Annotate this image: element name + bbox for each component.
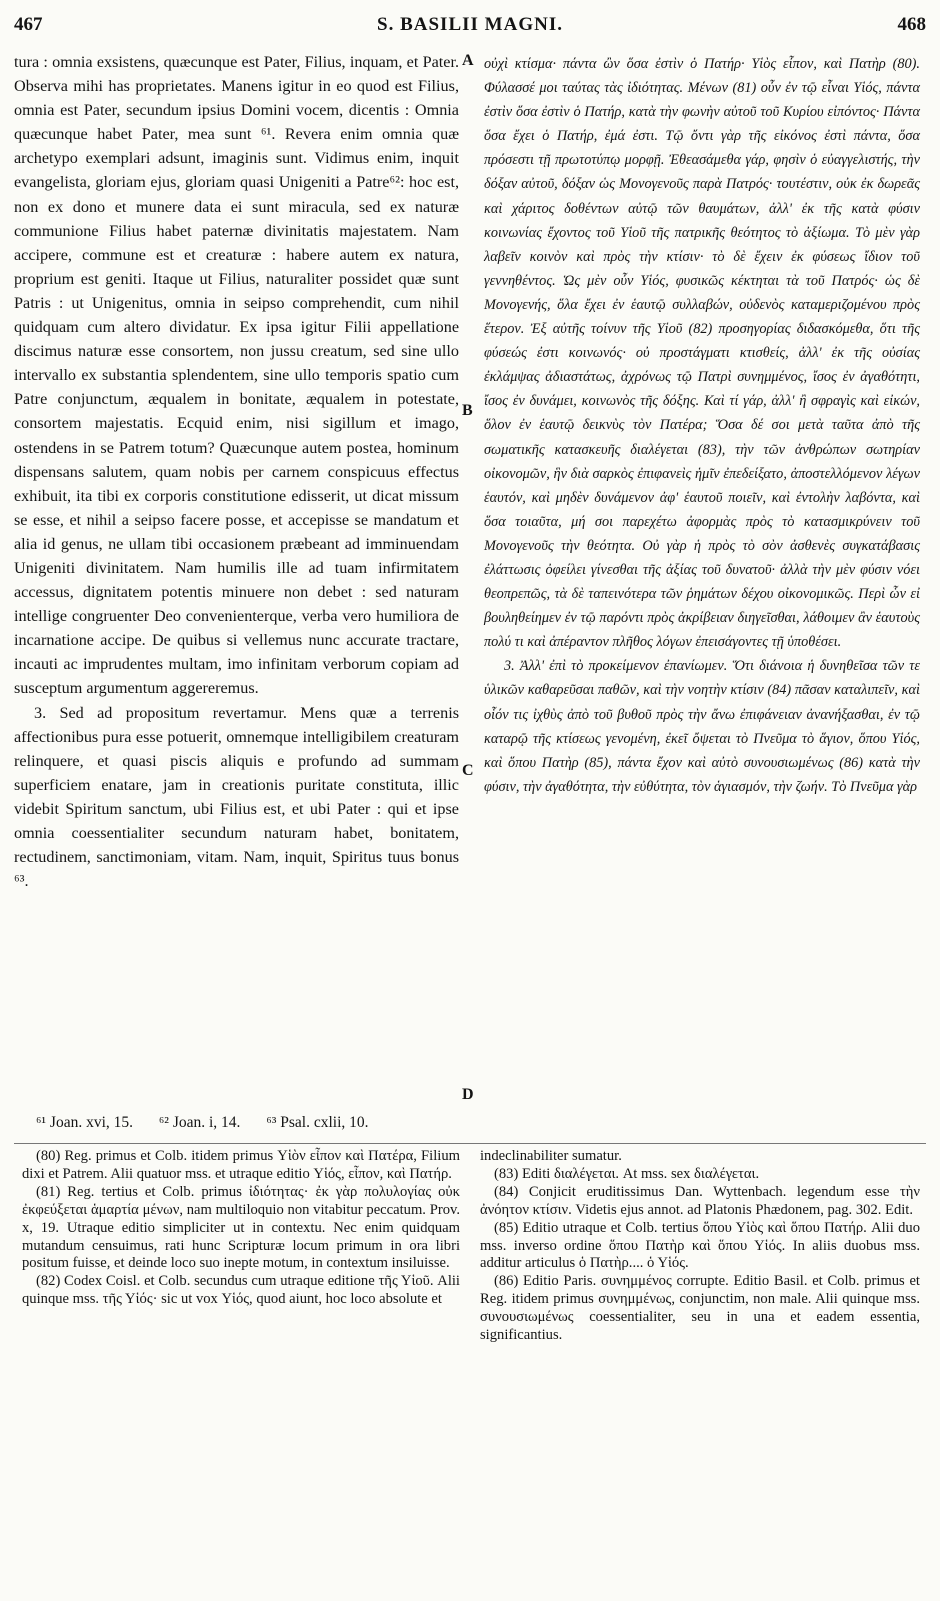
page-number-right: 468 bbox=[897, 14, 926, 35]
footnote: (80) Reg. primus et Colb. itidem primus Υἱὸν εἶπον καὶ Πατέρα, Filium dixi et Patrem. Alii quatuor mss. et utraque editio Υἱός, εἶπον, καὶ Πατήρ. bbox=[22, 1148, 460, 1182]
margin-letter-b: B bbox=[462, 402, 473, 419]
footnote: (81) Reg. tertius et Colb. primus ἰδιότητας· ἐκ γὰρ πολυλογίας οὐκ ἐκφεύξεται ἁμαρτία μένων, nam multiloquio non vitabitur peccatum. Prov. x, 19. Utraque editio simpliciter ut in contextu. Nec enim quidquam mutandum censuimus, rati hunc Scripturæ locum primum in ora libri positum fuisse, et deinde loco suo inepte motum, in contextum insiluisse. bbox=[22, 1183, 460, 1272]
latin-column bbox=[14, 50, 459, 893]
footnote: (85) Editio utraque et Colb. tertius ὅπου Υἱὸς καὶ ὅπου Πατήρ. Alii duo mss. inverso ordine ὅπου Πατὴρ καὶ ὅπου Υἱός. In aliis duobus mss. additur articulus ὁ Πατὴρ.... ὁ Υἱός. bbox=[480, 1219, 920, 1272]
latin-paragraph-1: tura : omnia exsistens, quæcunque est Pater, Filius, inquam, et Pater. Observa mihi has proprietates. Manens igitur in eo quod est Filius, omnia est Pater, secundum ipsius Domini vocem, dicentis : Omnia quæcunque habet Pater, mea sunt ⁶¹. Revera enim omnia quæ archetypo exemplari adsunt, imaginis sunt. Vidimus enim, inquit evangelista, gloriam ejus, gloriam quasi Unigeniti a Patre⁶²: hoc est, non ex dono et munere data ei sunt miracula, sed ex naturæ communione Filius habet paternæ divinitatis majestatem. Nam accipere, commune est et creaturæ : habere autem ex natura, proprium est geniti. Itaque ut Filius, naturaliter possidet quæ sunt Patris : ut Unigenitus, omnia in seipso comprehendit, cum nihil quidquam cum altero dividatur. Ex ipsa igitur Filii appellatione discimus naturæ esse consortem, non jussu creatum, sed sine ullo intervallo ex substantia splendentem, sine ullo temporis spatio cum Patre conjunctum, æqualem in bonitate, æqualem in potestate, consortem majestatis. Ecquid enim, nisi sigillum et imago, ostendens in se Patrem totum? Quæcunque autem postea, hominum dispensans salutem, quam nobis per carnem conspicuus effectus exhibuit, ita tibi ex corporis constitutione edisserit, ut dicat missum se esse, et nihil a seipso facere posse, et accepisse se mandatum et alia id genus, ne ullam tibi occasionem præbeant ad imminuendam Unigeniti divinitatem. Nam humilis ille ad tuam infirmitatem accessus, dignitatem potentis minuere non debet : sed naturam intellige congruenter Deo convenienterque, verba vero humiliora de incarnatione accipe. De quibus si vellemus nunc accurate tractare, incauti ac imprudentes multam, imo infinitam verborum copiam ad susceptum argumentum aggereremus. bbox=[14, 53, 459, 698]
running-title: S. BASILII MAGNI. bbox=[377, 14, 563, 35]
latin-paragraph-2: 3. Sed ad propositum revertamur. Mens quæ a terrenis affectionibus pura esse potuerit, omnemque intelligibilem creaturam relinquere, et quasi piscis aliquis e profundo ad summam superficiem enatare, jam in creationis puritate constituta, illic videbit Spiritum sanctum, ubi Filius est, et ubi Pater : qui et ipse omnia coessentialiter secundum naturam habet, bonitatem, rectudinem, sanctimoniam, vitam. Nam, inquit, Spiritus tuus bonus ⁶³. bbox=[14, 703, 459, 891]
greek-paragraph-1: οὐχὶ κτίσμα· πάντα ὢν ὅσα ἐστὶν ὁ Πατήρ· Υἱὸς εἶπον, καὶ Πατὴρ (80). Φύλασσέ μοι ταύτας τὰς ἰδιότητας. Μένων (81) οὖν ἐν τῷ εἶναι Υἱός, πάντα ἐστὶν ὅσα ἐστὶν ὁ Πατήρ, κατὰ τὴν φωνὴν αὐτοῦ τοῦ Κυρίου εἰπόντος· Πάντα ὅσα ἔχει ὁ Πατήρ, ἐμά ἐστι. Τῷ ὄντι γὰρ τῆς εἰκόνος ἐστὶ πάντα, ὅσα πρόσεστι τῇ πρωτοτύπῳ μορφῇ. Ἐθεασάμεθα γάρ, φησὶν ὁ εὐαγγελιστής, τὴν δόξαν αὐτοῦ, δόξαν ὡς Μονογενοῦς παρὰ Πατρός· τουτέστιν, οὐκ ἐκ δωρεᾶς καὶ χάριτος δοθέντων αὐτῷ τῶν θαυμάτων, ἀλλ' ἐκ τῆς κατὰ φύσιν κοινωνίας ἔχοντος τοῦ Υἱοῦ τῆς πατρικῆς θεότητος τὸ ἀξίωμα. Τὸ μὲν γὰρ λαβεῖν κοινὸν καὶ πρὸς τὴν κτίσιν· τὸ δὲ ἔχειν ἐκ φύσεως ἴδιον τοῦ γεννηθέντος. Ὡς μὲν οὖν Υἱός, φυσικῶς κέκτηται τὰ τοῦ Πατρός· ὡς δὲ Μονογενής, ὅλα ἔχει ἐν ἑαυτῷ συλλαβών, οὐδενὸς καταμεριζομένου πρὸς ἕτερον. Ἐξ αὐτῆς τοίνυν τῆς Υἱοῦ (82) προσηγορίας διδασκόμεθα, ὅτι τῆς φύσεώς ἐστι κοινωνός· οὐ προστάγματι κτισθείς, ἀλλ' ἐκ τῆς οὐσίας ἐκλάμψας ἀδιαστάτως, ἀχρόνως τῷ Πατρὶ συνημμένος, ἴσος ἐν ἀγαθότητι, ἴσος ἐν δυνάμει, κοινωνὸς τῆς δόξης. Καὶ τί γάρ, ἀλλ' ἢ σφραγὶς καὶ εἰκών, ὅλον ἐν ἑαυτῷ δεικνὺς τὸν Πατέρα; Ὅσα δέ σοι μετὰ ταῦτα ἀπὸ τῆς σωματικῆς κατασκευῆς διαλέγεται (83), τὴν τῶν ἀνθρώπων σωτηρίαν οἰκονομῶν, ἣν διὰ σαρκὸς ἐπιφανεὶς ἡμῖν ἐπεδείξατο, ἀποστελλόμενον λέγων ἑαυτόν, καὶ μηδὲν δυνάμενον ἀφ' ἑαυτοῦ ποιεῖν, καὶ ἐντολὴν λαβόντα, καὶ ὅσα τοιαῦτα, μή σοι παρεχέτω ἀφορμὰς πρὸς τὸ κατασμικρύνειν τοῦ Μονογενοῦς τὴν θεότητα. Οὐ γὰρ ἡ πρὸς τὸ σὸν ἀσθενὲς συγκατάβασις ἐλάττωσις ὀφείλει γίνεσθαι τῆς ἀξίας τοῦ δυνατοῦ· ἀλλὰ τὴν μὲν φύσιν νόει θεοπρεπῶς, τὰ δὲ ταπεινότερα τῶν ῥημάτων δέχου οἰκονομικῶς. Περὶ ὧν εἰ βουληθείημεν ἐν τῷ παρόντι πρὸς ἀκρίβειαν διηγεῖσθαι, λάθοιμεν ἂν ἑαυτοὺς πολύ τι καὶ ἀπέραντον πλῆθος λόγων ἐπεισάγοντες τῇ ὑποθέσει. bbox=[484, 56, 920, 651]
footnotes-right bbox=[480, 1148, 920, 1345]
margin-letter-c: C bbox=[462, 762, 474, 779]
margin-letter-d: D bbox=[462, 1086, 474, 1103]
scripture-references bbox=[36, 1114, 466, 1132]
scripture-ref: ⁶¹ Joan. xvi, 15. bbox=[36, 1114, 134, 1131]
greek-paragraph-2: 3. Ἀλλ' ἐπὶ τὸ προκείμενον ἐπανίωμεν. Ὅτι διάνοια ἡ δυνηθεῖσα τῶν τε ὑλικῶν καθαρεῦσαι παθῶν, καὶ τὴν νοητὴν κτίσιν (84) πᾶσαν καταλιπεῖν, καὶ οἷόν τις ἰχθὺς ἀπὸ τοῦ βυθοῦ πρὸς τὴν ἄνω ἐπιφάνειαν ἀνανήξασθαι, ἐν τῷ καταρῷ τῆς κτίσεως γενομένη, ἐκεῖ ὄψεται τὸ Πνεῦμα τὸ ἅγιον, ὅπου Υἱός, καὶ ὅπου Πατὴρ (85), πάντα ἔχον καὶ αὐτὸ συνουσιωμένως (86) κατὰ τὴν φύσιν, τὴν ἀγαθότητα, τὴν εὐθύτητα, τὸν ἁγιασμόν, τὴν ζωήν. Τὸ Πνεῦμα γὰρ bbox=[484, 658, 920, 795]
footnote: (84) Conjicit eruditissimus Dan. Wyttenbach. legendum esse τὴν ἀνόητον κτίσιν. Videtis ejus annot. ad Platonis Phædonem, pag. 302. Edit. bbox=[480, 1183, 920, 1218]
scripture-ref: ⁶² Joan. i, 14. bbox=[158, 1114, 241, 1131]
footnote-continuation: indeclinabiliter sumatur. bbox=[480, 1148, 622, 1164]
scripture-ref: ⁶³ Psal. cxlii, 10. bbox=[266, 1114, 369, 1131]
page-number-left: 467 bbox=[14, 14, 43, 35]
greek-column bbox=[484, 52, 920, 799]
margin-letter-a: A bbox=[462, 52, 474, 69]
footnote: (82) Codex Coisl. et Colb. secundus cum utraque editione τῆς Υἱοῦ. Alii quinque mss. τῆς Υἱός· sic ut vox Υἱός, quod aiunt, hoc loco absolute et bbox=[22, 1273, 460, 1308]
running-header bbox=[14, 14, 926, 44]
footnote: (86) Editio Paris. συνημμένος corrupte. Editio Basil. et Colb. primus et Reg. itidem primus συνημμένως, conjunctim, non male. Alii quinque mss. συνουσιωμένως coessentialiter, seu in una et eadem essentia, significantius. bbox=[480, 1273, 920, 1344]
footnote-divider bbox=[14, 1143, 926, 1144]
footnote: (83) Editi διαλέγεται. At mss. sex διαλέγεται. bbox=[494, 1165, 760, 1182]
footnotes-left bbox=[22, 1148, 460, 1309]
